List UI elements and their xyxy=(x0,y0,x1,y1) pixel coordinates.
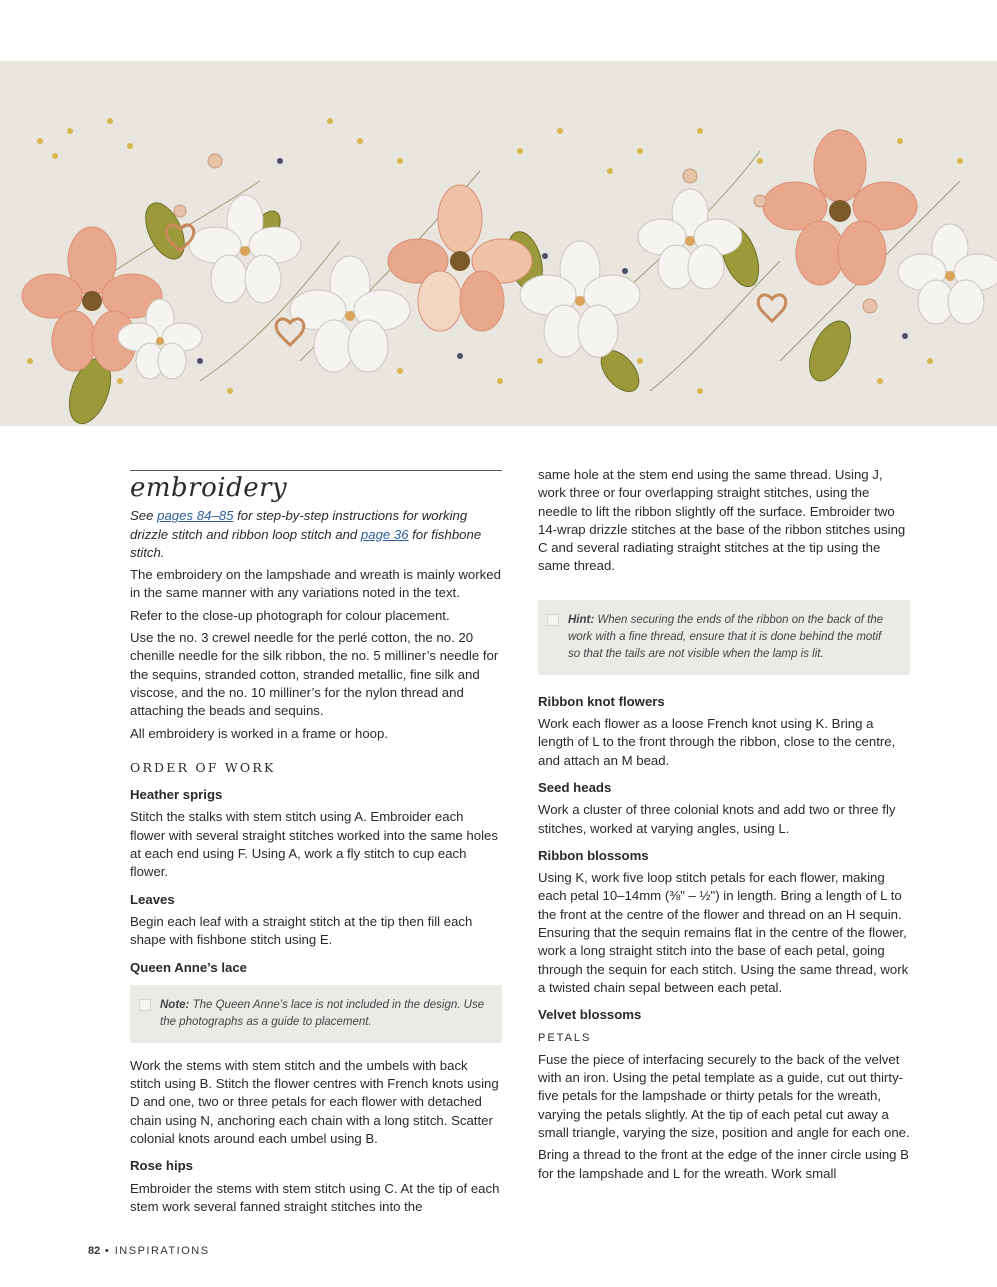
queen-annes-lace-text: Work the stems with stem stitch and the umbels with back stitch using B. Stitch the flower centres with French knots using D and one, two or three petals for each flower with detached chain using N, anchoring each chain with a long stitch. Scatter colonial knots around each umbel using B. xyxy=(130,1057,499,1147)
queen-annes-lace-heading: Queen Anne’s lace xyxy=(130,959,248,975)
page-36-link[interactable]: page 36 xyxy=(360,526,409,542)
leaves-text: Begin each leaf with a straight stitch at the tip then fill each shape with fishbone stitch using E. xyxy=(130,913,473,948)
paragraph-1: The embroidery on the lampshade and wreath is mainly worked in the same manner with any variations noted in the text. xyxy=(130,567,501,601)
intro-pre: See xyxy=(130,508,158,524)
hint-box xyxy=(538,600,910,675)
heather-sprigs-text: Stitch the stalks with stem stitch using A. Embroider each flower with several straight stitches worked into the same holes at each end using F. Using A, work a fly stitch to cup each flower. xyxy=(130,809,498,880)
section-rule xyxy=(130,470,502,471)
paragraph-3: Use the no. 3 crewel needle for the perlé cotton, the no. 20 chenille needle for the silk ribbon, the no. 5 milliner’s needle for the sequins, stranded cotton, stranded metallic, fine silk and viscose, and the no. 10 milliner’s for the nylon thread and attaching the beads and sequins. xyxy=(130,630,499,719)
ribbon-knot-flowers-text: Work each flower as a loose French knot using K. Bring a length of L to the front through the ribbon, close to the centre, and attach an M bead. xyxy=(538,716,896,768)
section-title: embroidery xyxy=(130,473,288,503)
paragraph-4: All embroidery is worked in a frame or hoop. xyxy=(130,725,388,741)
page-number: 82 xyxy=(88,1245,101,1257)
hint-label: Hint: xyxy=(568,613,595,626)
note-text: The Queen Anne’s lace is not included in the design. Use the photographs as a guide to placement. xyxy=(160,998,485,1028)
velvet-blossoms-heading: Velvet blossoms xyxy=(538,1007,642,1023)
note-box xyxy=(130,985,502,1043)
seed-heads-heading: Seed heads xyxy=(538,779,612,795)
ribbon-blossoms-heading: Ribbon blossoms xyxy=(538,847,649,863)
embroidery-photo xyxy=(0,61,997,426)
intro-mid: for step-by-step instructions for working drizzle stitch and ribbon loop stitch and xyxy=(130,508,468,542)
ribbon-knot-flowers-heading: Ribbon knot flowers xyxy=(538,693,665,709)
ribbon-blossoms-text: Using K, work five loop stitch petals for each flower, making each petal 10–14mm (⅜" – ½") in length. Bring a length of L to the front at the centre of the flower and thread on an H sequin. Ensuring that the sequin remains flat in the centre of the flower, work a long straight stitch into the base of each petal, going through the sequin for each stitch. Using the same thread, work a twisted chain sepal between each petal. xyxy=(538,870,909,995)
petals-heading: PETALS xyxy=(538,1031,592,1044)
leaves-heading: Leaves xyxy=(130,891,175,907)
note-label: Note: xyxy=(160,998,190,1011)
footer-separator: • xyxy=(104,1245,111,1257)
inner-circle-text: Bring a thread to the front at the edge of the inner circle using B for the lampshade and L for the wreath. Work small xyxy=(538,1147,909,1181)
rose-hips-heading: Rose hips xyxy=(130,1158,194,1174)
seed-heads-text: Work a cluster of three colonial knots and add two or three fly stitches, worked at varying angles, using L. xyxy=(538,802,896,836)
intro-post: for fishbone stitch. xyxy=(130,526,482,560)
order-of-work-heading: ORDER OF WORK xyxy=(130,759,276,775)
pages-84-85-link[interactable]: pages 84–85 xyxy=(157,508,234,524)
intro-note xyxy=(130,507,502,562)
embroidery-illustration xyxy=(0,61,997,426)
petals-text: Fuse the piece of interfacing securely to the back of the velvet with an iron. Using the petal template as a guide, cut out thirty-five petals for the lampshade or thirty petals for the wreath, varying the petals slightly. At the tip of each petal cut away a small triangle, varying the size, position and angle for each one. xyxy=(538,1051,910,1141)
hint-text: When securing the ends of the ribbon on the back of the work with a fine thread, ensure that it is done behind the motif so that the tails are not visible when the lamp is lit. xyxy=(568,613,884,660)
heather-sprigs-heading: Heather sprigs xyxy=(130,787,223,803)
page-footer xyxy=(88,1245,210,1257)
paragraph-2: Refer to the close-up photograph for colour placement. xyxy=(130,607,450,623)
left-column xyxy=(130,470,502,1220)
right-column xyxy=(538,466,910,1187)
rose-hips-text: Embroider the stems with stem stitch using C. At the tip of each stem work several fanned straight stitches into the xyxy=(130,1180,500,1214)
rose-hips-continued: same hole at the stem end using the same thread. Using J, work three or four overlapping straight stitches, using the needle to lift the ribbon slightly off the surface. Embroider two 14-wrap drizzle stitches at the base of the ribbon stitches using C and several radiating straight stitches at the tip using the same thread. xyxy=(538,467,906,574)
footer-section: INSPIRATIONS xyxy=(114,1245,210,1257)
